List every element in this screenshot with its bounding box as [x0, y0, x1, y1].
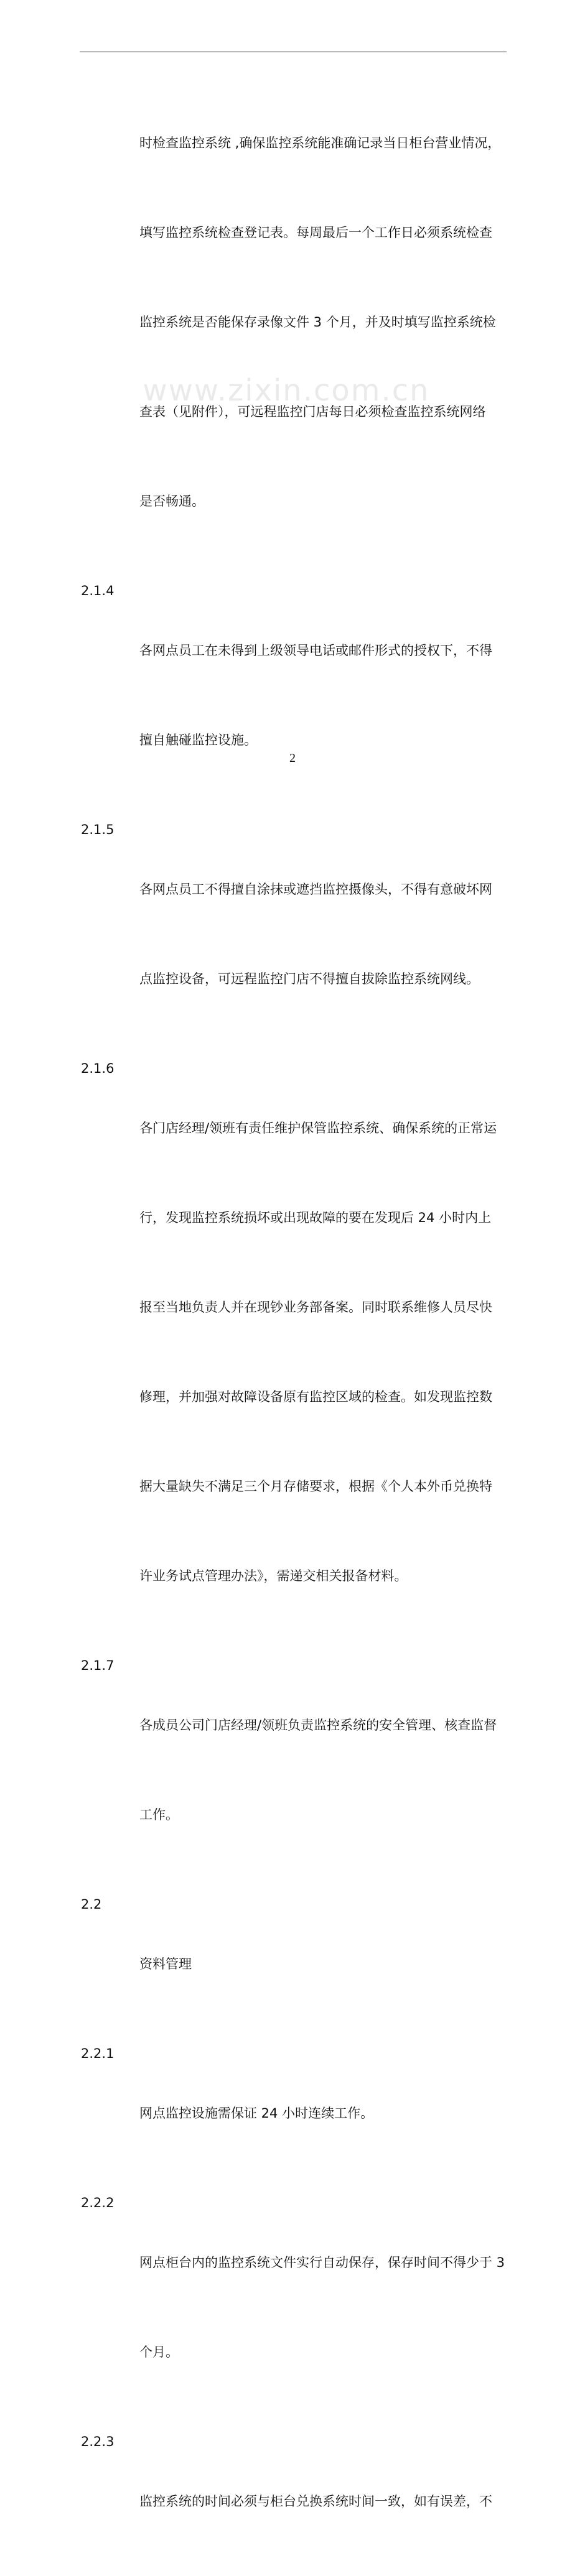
text-line: 修理，并加强对故障设备原有监控区域的检查。如发现监控数: [139, 1389, 492, 1404]
section-number: 2.2.1: [81, 2046, 115, 2061]
section-heading: [139, 1889, 510, 2039]
section-2-2: [81, 1889, 510, 2039]
page-number: 2: [289, 751, 296, 765]
text-line: 据大量缺失不满足三个月存储要求，根据《个人本外币兑换特: [139, 1479, 492, 1494]
text-line: 个月。: [139, 2345, 179, 2360]
text-line: 擅自触碰监控设施。: [139, 733, 257, 748]
text-line: 点监控设备，可远程监控门店不得擅自拔除监控系统网线。: [139, 971, 479, 986]
section-number: 2.1.5: [81, 822, 115, 837]
text-line: 行，发现监控系统损坏或出现故障的要在发现后 24 小时内上: [139, 1210, 492, 1225]
text-line: 网点柜台内的监控系统文件实行自动保存，保存时间不得少于 3: [139, 2255, 505, 2270]
text-line: 各网点员工在未得到上级领导电话或邮件形式的授权下，不得: [139, 643, 492, 658]
text-line: 各网点员工不得擅自涂抹或遮挡监控摄像头，不得有意破坏网: [139, 882, 492, 897]
section-number: 2.2.2: [81, 2195, 115, 2210]
text-line: 时检查监控系统 ,确保监控系统能准确记录当日柜台营业情况，: [139, 136, 501, 151]
section-2-1-6: [81, 1054, 510, 1651]
section-text: [139, 1054, 510, 1651]
text-line: 许业务试点管理办法》，需递交相关报备材料。: [139, 1568, 408, 1583]
section-text: [139, 2039, 510, 2188]
section-number: 2.1.6: [81, 1061, 115, 1076]
section-2-1-4: [81, 576, 510, 815]
text-line: 各门店经理/领班有责任维护保管监控系统、确保系统的正常运: [139, 1121, 497, 1136]
section-2-2-3: [81, 2427, 510, 2576]
text-line: 监控系统是否能保存录像文件 3 个月，并及时填写监控系统检: [139, 315, 496, 330]
section-number: 2.1.7: [81, 1658, 115, 1673]
section-text: [139, 576, 510, 815]
section-text: [139, 1651, 510, 1889]
text-line: 填写监控系统检查登记表。每周最后一个工作日必须系统检查: [139, 225, 492, 240]
section-text: [139, 2427, 510, 2576]
section-number: 2.2.3: [81, 2434, 115, 2449]
document-body: [81, 68, 510, 2576]
section-2-1-5: [81, 815, 510, 1054]
section-text: [139, 2188, 510, 2427]
text-line: 网点监控设施需保证 24 小时连续工作。: [139, 2106, 374, 2121]
section-text: [139, 815, 510, 1054]
watermark: www.zixin.com.cn: [143, 373, 430, 408]
text-line: 各成员公司门店经理/领班负责监控系统的安全管理、核查监督: [139, 1718, 497, 1733]
section-2-2-1: [81, 2039, 510, 2188]
text-line: 监控系统的时间必须与柜台兑换系统时间一致，如有误差，不: [139, 2494, 492, 2509]
section-number: 2.2: [81, 1897, 102, 1912]
text-line: 工作。: [139, 1807, 179, 1822]
section-2-1-7: [81, 1651, 510, 1889]
section-number: 2.1.4: [81, 583, 115, 598]
continuation-paragraph: [81, 68, 510, 576]
section-2-2-2: [81, 2188, 510, 2427]
text-line: 查表（见附件），可远程监控门店每日必须检查监控系统网络: [139, 404, 486, 419]
text-line: 是否畅通。: [139, 494, 205, 509]
text-line: 资料管理: [139, 1957, 192, 1971]
text-line: 报至当地负责人并在现钞业务部备案。同时联系维修人员尽快: [139, 1300, 492, 1315]
